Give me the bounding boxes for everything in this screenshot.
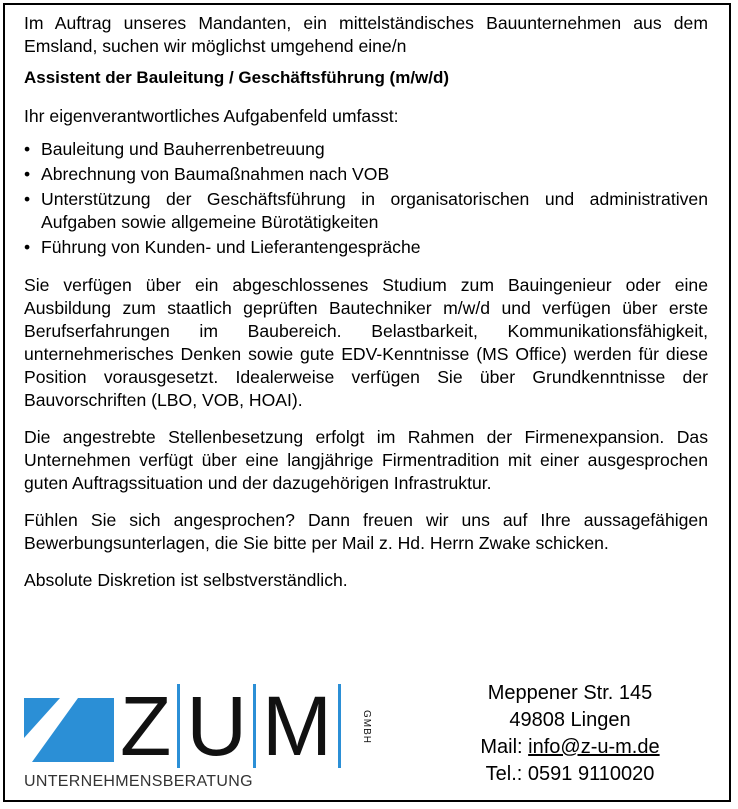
bullet-icon: • xyxy=(24,237,31,257)
logo-subtitle: UNTERNEHMENSBERATUNG xyxy=(24,773,253,790)
bullet-icon: • xyxy=(24,164,31,184)
job-title: Assistent der Bauleitung / Geschäftsführung (m/w/d) xyxy=(24,68,450,87)
task-text: Bauleitung und Bauherrenbetreuung xyxy=(41,139,325,159)
contact-street: Meppener Str. 145 xyxy=(487,682,653,704)
discretion-note: Absolute Diskretion ist selbstverständlich. xyxy=(24,570,348,590)
logo-legal-form: GMBH xyxy=(361,710,372,744)
task-text: Unterstützung der Geschäftsführung in organisatorischen und administrativen Aufgaben sowie allgemeine Bürotätigkeiten xyxy=(41,189,708,232)
company-logo xyxy=(24,679,404,794)
logo-letter-z: Z xyxy=(120,679,172,773)
logo-divider xyxy=(338,684,341,768)
logo-divider xyxy=(177,684,180,768)
call-to-action-paragraph: Fühlen Sie sich angesprochen? Dann freuen wir uns auf Ihre aussagefähigen Bewerbungsunterlagen, die Sie bitte per Mail z. Hd. Herrn Zwake schicken. xyxy=(24,510,708,553)
contact-block xyxy=(430,680,710,788)
list-item xyxy=(24,138,708,161)
mail-label: Mail: xyxy=(480,736,529,758)
contact-mail-line xyxy=(430,734,710,761)
task-list xyxy=(24,138,708,259)
task-text: Abrechnung von Baumaßnahmen nach VOB xyxy=(41,164,390,184)
list-item xyxy=(24,188,708,234)
logo-divider xyxy=(253,684,256,768)
bullet-icon: • xyxy=(24,139,31,159)
company-paragraph: Die angestrebte Stellenbesetzung erfolgt im Rahmen der Firmenexpansion. Das Unternehmen verfügt über eine langjährige Firmentradition mit einer ausgesprochen guten Auftragssituation und der dazugehörigen Infrastruktur. xyxy=(24,427,708,493)
profile-paragraph: Sie verfügen über ein abgeschlossenes Studium zum Bauingenieur oder eine Ausbildung zum staatlich geprüften Bautechniker m/w/d und verfügen über erste Berufserfahrungen im Baubereich. Belastbarkeit, Kommunikationsfähigkeit, unternehmerisches Denken sowie gute EDV-Kenntnisse (MS Office) werden für diese Position vorausgesetzt. Idealerweise verfügen Sie über Grundkenntnisse der Bauvorschriften (LBO, VOB, HOAI). xyxy=(24,275,708,410)
logo-letter-m: M xyxy=(261,679,332,773)
logo-mark-icon xyxy=(24,698,114,762)
logo-letter-u: U xyxy=(186,679,247,773)
contact-phone: Tel.: 0591 9110020 xyxy=(485,763,655,785)
list-item xyxy=(24,163,708,186)
intro-text: Im Auftrag unseres Mandanten, ein mittelständisches Bauunternehmen aus dem Emsland, suchen wir möglichst umgehend eine/n xyxy=(24,13,708,56)
contact-city: 49808 Lingen xyxy=(509,709,631,731)
task-text: Führung von Kunden- und Lieferantengespräche xyxy=(41,237,421,257)
list-item xyxy=(24,236,708,259)
tasks-lead: Ihr eigenverantwortliches Aufgabenfeld umfasst: xyxy=(24,106,399,126)
mail-link[interactable]: info@z-u-m.de xyxy=(528,736,660,758)
logo-wordmark xyxy=(120,679,347,773)
ad-body xyxy=(24,12,708,592)
bullet-icon: • xyxy=(24,189,31,209)
